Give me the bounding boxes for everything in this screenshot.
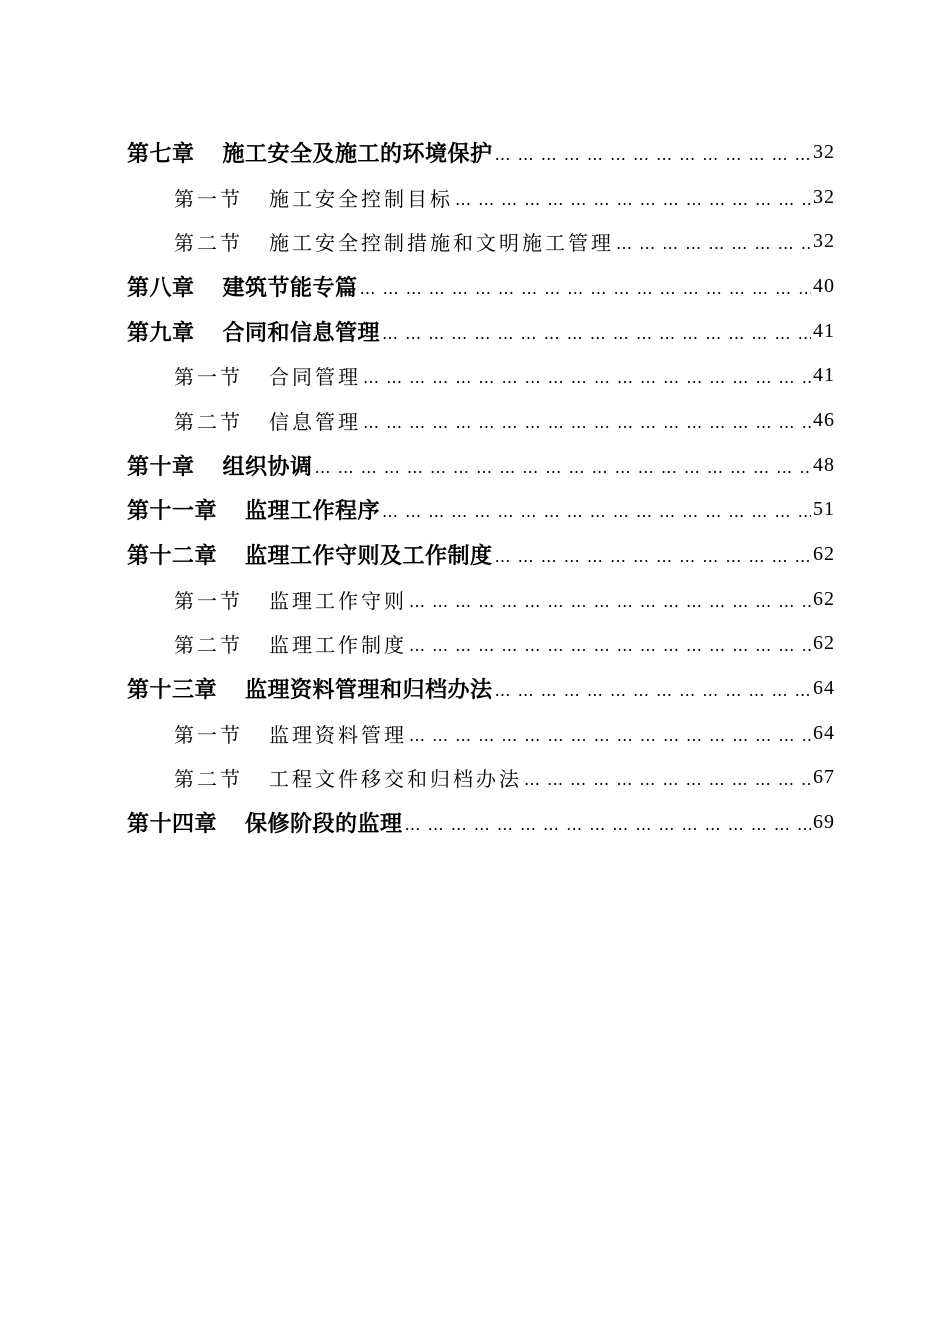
dot-leader (382, 324, 811, 343)
chapter-number: 第十二章 (127, 544, 218, 570)
dot-leader (363, 368, 811, 387)
chapter-title: 监理工作程序 (245, 499, 381, 525)
section-title: 施工安全控制措施和文明施工管理 (269, 231, 614, 256)
toc-entry-label (174, 227, 614, 256)
toc-entry-section[interactable] (0, 622, 950, 667)
toc-entry-section[interactable] (0, 353, 950, 398)
dot-leader (405, 815, 811, 834)
section-title: 工程文件移交和归档办法 (269, 767, 522, 792)
toc-entry-chapter-9[interactable] (0, 309, 950, 354)
page-number: 41 (813, 364, 835, 387)
page-number: 62 (813, 632, 835, 655)
chapter-title: 监理资料管理和归档办法 (245, 678, 493, 704)
chapter-title: 施工安全及施工的环境保护 (222, 141, 493, 167)
section-number: 第二节 (174, 409, 243, 434)
chapter-number: 第十一章 (127, 499, 218, 525)
section-number: 第二节 (174, 231, 243, 256)
toc-entry-label (127, 137, 493, 168)
toc-entry-label (174, 183, 453, 212)
section-number: 第一节 (174, 588, 243, 613)
toc-entry-label (127, 316, 380, 347)
dot-leader (495, 547, 811, 566)
dot-leader (363, 413, 811, 432)
page-number: 32 (813, 185, 835, 208)
toc-entry-chapter-8[interactable] (0, 264, 950, 309)
toc-entry-label (127, 673, 493, 704)
toc-entry-section[interactable] (0, 398, 950, 443)
dot-leader (524, 770, 811, 789)
page-number: 69 (813, 811, 835, 834)
chapter-number: 第十四章 (127, 812, 218, 838)
toc-entry-chapter-13[interactable] (0, 666, 950, 711)
section-title: 施工安全控制目标 (269, 186, 453, 211)
dot-leader (409, 636, 811, 655)
page-number: 67 (813, 766, 835, 789)
chapter-number: 第七章 (127, 141, 195, 167)
dot-leader (360, 279, 811, 298)
toc-entry-label (127, 271, 358, 302)
dot-leader (616, 234, 811, 253)
chapter-title: 组织协调 (222, 454, 313, 480)
chapter-number: 第十三章 (127, 678, 218, 704)
page-number: 32 (813, 140, 835, 163)
page-number: 51 (813, 498, 835, 521)
section-title: 合同管理 (269, 365, 361, 390)
dot-leader (409, 726, 811, 745)
toc-entry-label (127, 807, 403, 838)
section-title: 监理资料管理 (269, 722, 407, 747)
toc-entry-chapter-10[interactable] (0, 443, 950, 488)
chapter-number: 第八章 (127, 275, 195, 301)
dot-leader (495, 681, 811, 700)
chapter-number: 第十章 (127, 454, 195, 480)
dot-leader (495, 145, 811, 164)
toc-entry-label (127, 450, 313, 481)
page-number: 48 (813, 453, 835, 476)
toc-entry-section[interactable] (0, 577, 950, 622)
page-number: 62 (813, 587, 835, 610)
chapter-title: 监理工作守则及工作制度 (245, 544, 493, 570)
dot-leader (409, 592, 811, 611)
page-number: 40 (813, 274, 835, 297)
toc-entry-label (174, 406, 361, 435)
page-number: 62 (813, 543, 835, 566)
section-title: 监理工作守则 (269, 588, 407, 613)
table-of-contents (0, 130, 950, 845)
toc-entry-chapter-7[interactable] (0, 130, 950, 175)
toc-entry-section[interactable] (0, 219, 950, 264)
dot-leader (455, 190, 811, 209)
page-number: 64 (813, 721, 835, 744)
toc-entry-chapter-12[interactable] (0, 532, 950, 577)
section-number: 第二节 (174, 633, 243, 658)
toc-entry-section[interactable] (0, 175, 950, 220)
section-title: 监理工作制度 (269, 633, 407, 658)
toc-entry-label (174, 585, 407, 614)
toc-entry-label (174, 719, 407, 748)
section-number: 第一节 (174, 722, 243, 747)
toc-entry-section[interactable] (0, 711, 950, 756)
chapter-number: 第九章 (127, 320, 195, 346)
section-number: 第一节 (174, 186, 243, 211)
toc-entry-section[interactable] (0, 756, 950, 801)
toc-entry-label (174, 763, 522, 792)
page-number: 64 (813, 677, 835, 700)
dot-leader (382, 502, 811, 521)
chapter-title: 保修阶段的监理 (245, 812, 403, 838)
page-number: 41 (813, 319, 835, 342)
page-number: 32 (813, 230, 835, 253)
toc-entry-label (174, 629, 407, 658)
section-number: 第二节 (174, 767, 243, 792)
toc-entry-label (127, 494, 380, 525)
chapter-title: 建筑节能专篇 (222, 275, 358, 301)
section-title: 信息管理 (269, 409, 361, 434)
toc-entry-label (127, 539, 493, 570)
page-number: 46 (813, 408, 835, 431)
toc-entry-chapter-14[interactable] (0, 800, 950, 845)
section-number: 第一节 (174, 365, 243, 390)
dot-leader (315, 458, 811, 477)
toc-entry-chapter-11[interactable] (0, 488, 950, 533)
toc-entry-label (174, 361, 361, 390)
chapter-title: 合同和信息管理 (222, 320, 381, 346)
